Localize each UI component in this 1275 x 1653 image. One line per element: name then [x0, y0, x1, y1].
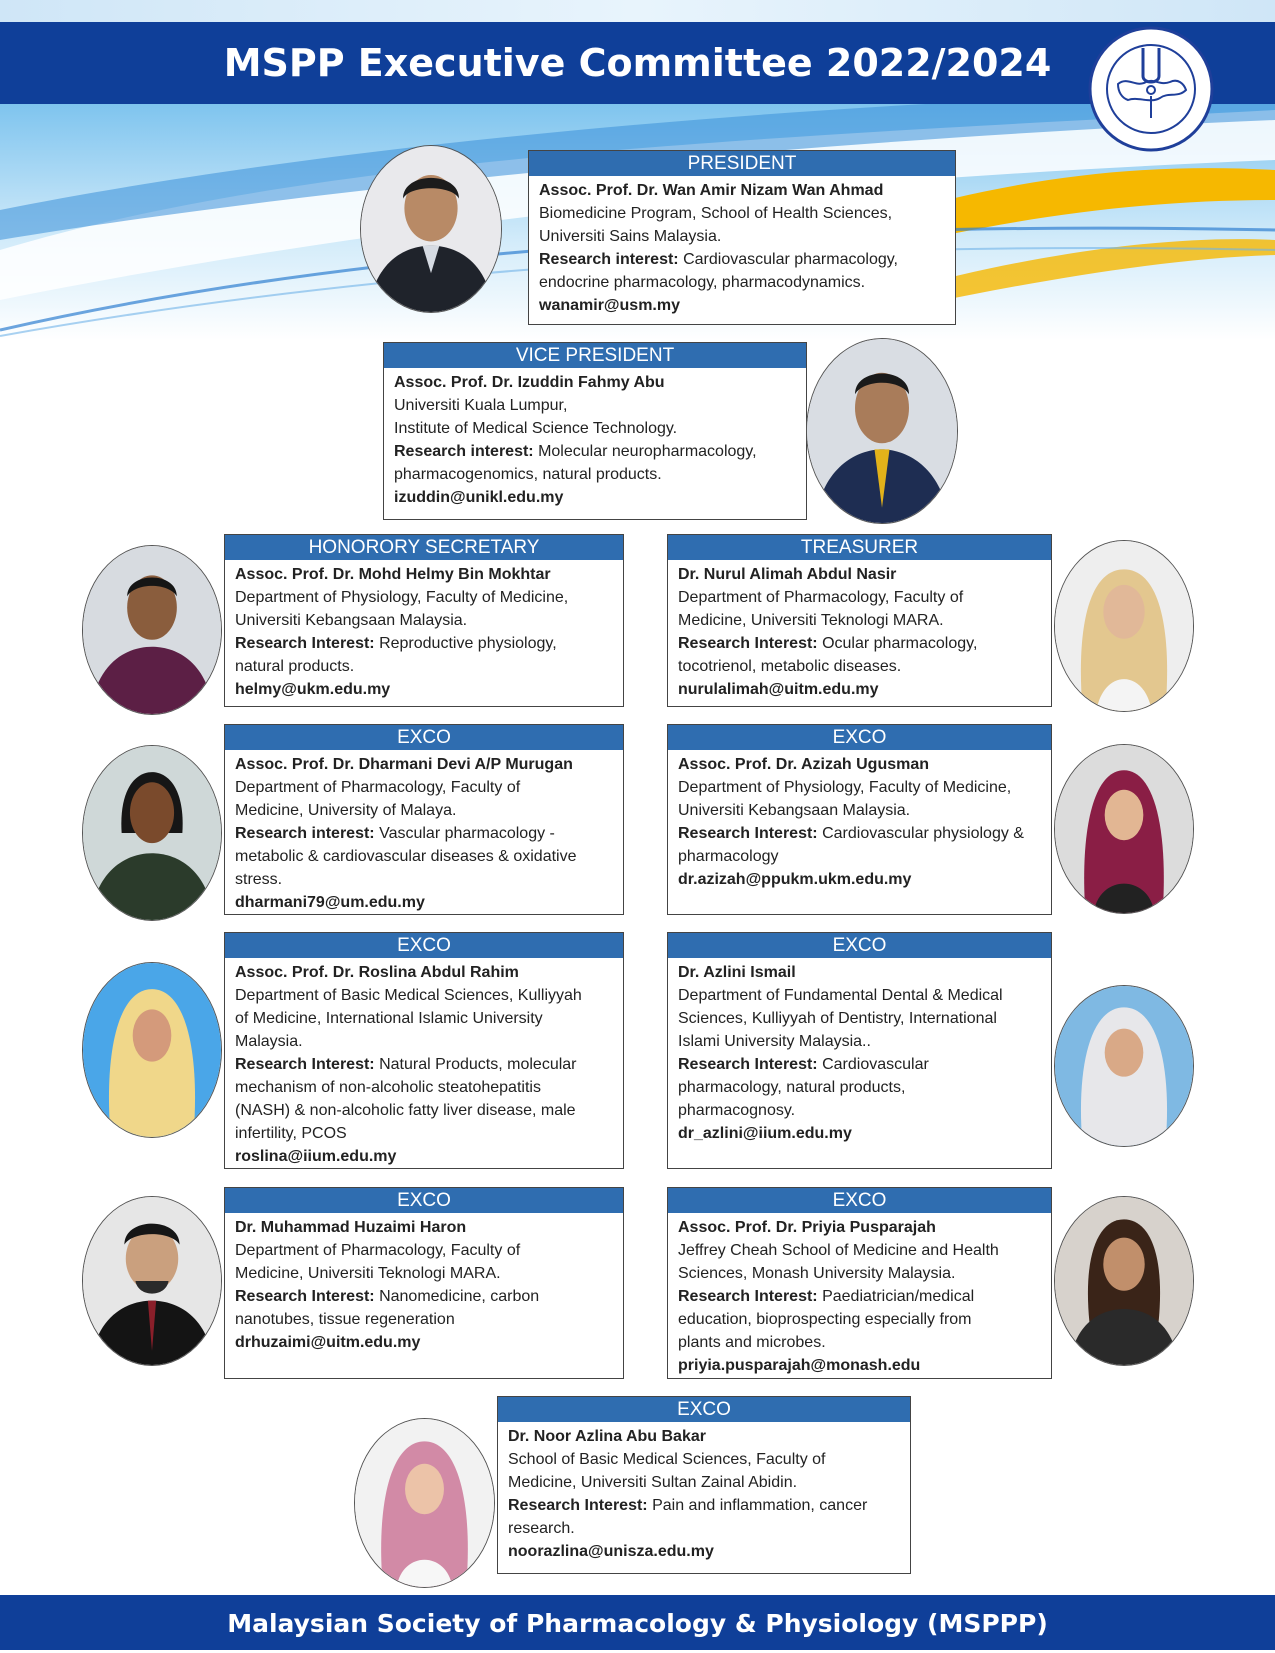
member-email[interactable]: roslina@iium.edu.my — [235, 1148, 397, 1165]
member-card-exco — [224, 1187, 624, 1379]
member-affiliation: Medicine, Universiti Sultan Zainal Abidin. — [508, 1474, 798, 1491]
member-interest: pharmacogenomics, natural products. — [394, 466, 662, 483]
role-header: EXCO — [225, 1188, 623, 1213]
member-affiliation: Medicine, Universiti Teknologi MARA. — [678, 612, 944, 629]
member-card-exco — [224, 724, 624, 915]
member-card-secretary — [224, 534, 624, 707]
member-interest: natural products. — [235, 658, 355, 675]
member-card-president — [528, 150, 956, 325]
role-header: VICE PRESIDENT — [384, 343, 806, 368]
member-photo-president — [360, 145, 502, 313]
member-affiliation: Malaysia. — [235, 1033, 303, 1050]
member-affiliation: Sciences, Monash University Malaysia. — [678, 1265, 956, 1282]
role-header: PRESIDENT — [529, 151, 955, 176]
member-interest: Nanomedicine, carbon — [379, 1288, 540, 1305]
member-name: Assoc. Prof. Dr. Priyia Pusparajah — [678, 1219, 936, 1236]
interest-label: Research Interest: — [508, 1497, 648, 1514]
member-email[interactable]: helmy@ukm.edu.my — [235, 681, 391, 698]
member-interest: Reproductive physiology, — [379, 635, 557, 652]
member-photo-exco — [82, 1196, 222, 1366]
member-affiliation: Medicine, Universiti Teknologi MARA. — [235, 1265, 501, 1282]
member-name: Assoc. Prof. Dr. Dharmani Devi A/P Murugan — [235, 756, 573, 773]
member-photo-exco — [354, 1418, 495, 1588]
member-photo-treasurer — [1054, 540, 1194, 712]
member-interest: nanotubes, tissue regeneration — [235, 1311, 455, 1328]
member-card-exco — [667, 1187, 1052, 1379]
member-card-vice-president — [383, 342, 807, 520]
member-email[interactable]: wanamir@usm.my — [539, 297, 680, 314]
member-email[interactable]: priyia.pusparajah@monash.edu — [678, 1357, 921, 1374]
member-name: Assoc. Prof. Dr. Azizah Ugusman — [678, 756, 930, 773]
member-card-treasurer — [667, 534, 1052, 707]
member-photo-exco — [1054, 744, 1194, 914]
top-strip — [0, 0, 1275, 22]
member-interest: pharmacology, natural products, — [678, 1079, 906, 1096]
member-name: Assoc. Prof. Dr. Roslina Abdul Rahim — [235, 964, 519, 981]
member-affiliation: Institute of Medical Science Technology. — [394, 420, 678, 437]
role-header: EXCO — [225, 933, 623, 958]
member-card-exco — [497, 1396, 911, 1574]
member-interest: education, bioprospecting especially from — [678, 1311, 972, 1328]
member-interest: Ocular pharmacology, — [822, 635, 978, 652]
member-photo-exco — [1054, 985, 1194, 1147]
page-title: MSPP Executive Committee 2022/2024 — [223, 41, 1052, 85]
member-card-exco — [667, 932, 1052, 1169]
interest-label: Research interest: — [539, 251, 679, 268]
member-interest: Cardiovascular physiology & — [822, 825, 1024, 842]
interest-label: Research interest: — [394, 443, 534, 460]
member-affiliation: Department of Physiology, Faculty of Medicine, — [678, 779, 1012, 796]
member-interest: endocrine pharmacology, pharmacodynamics. — [539, 274, 866, 291]
member-affiliation: Medicine, University of Malaya. — [235, 802, 457, 819]
member-photo-exco — [82, 962, 222, 1138]
member-interest: plants and microbes. — [678, 1334, 826, 1351]
member-photo-secretary — [82, 545, 222, 715]
member-email[interactable]: dr_azlini@iium.edu.my — [678, 1125, 852, 1142]
member-name: Assoc. Prof. Dr. Izuddin Fahmy Abu — [394, 374, 665, 391]
member-interest: (NASH) & non-alcoholic fatty liver disease, male — [235, 1102, 576, 1119]
member-email[interactable]: dharmani79@um.edu.my — [235, 894, 425, 911]
role-header: TREASURER — [668, 535, 1051, 560]
member-email[interactable]: drhuzaimi@uitm.edu.my — [235, 1334, 421, 1351]
interest-label: Research Interest: — [235, 1288, 375, 1305]
member-name: Assoc. Prof. Dr. Wan Amir Nizam Wan Ahmad — [539, 182, 884, 199]
member-affiliation: Universiti Sains Malaysia. — [539, 228, 722, 245]
role-header: EXCO — [225, 725, 623, 750]
role-header: EXCO — [668, 725, 1051, 750]
member-photo-exco — [82, 745, 222, 921]
member-interest: infertility, PCOS — [235, 1125, 347, 1142]
role-header: HONORORY SECRETARY — [225, 535, 623, 560]
interest-label: Research Interest: — [678, 1288, 818, 1305]
member-affiliation: of Medicine, International Islamic University — [235, 1010, 543, 1027]
member-interest: metabolic & cardiovascular diseases & oxidative — [235, 848, 577, 865]
role-header: EXCO — [668, 933, 1051, 958]
interest-label: Research Interest: — [678, 635, 818, 652]
interest-label: Research Interest: — [235, 1056, 375, 1073]
member-interest: tocotrienol, metabolic diseases. — [678, 658, 902, 675]
member-interest: research. — [508, 1520, 575, 1537]
member-interest: Natural Products, molecular — [379, 1056, 577, 1073]
role-header: EXCO — [668, 1188, 1051, 1213]
member-email[interactable]: izuddin@unikl.edu.my — [394, 489, 564, 506]
member-card-exco — [224, 932, 624, 1169]
member-interest: Vascular pharmacology - — [379, 825, 555, 842]
member-interest: Cardiovascular pharmacology, — [683, 251, 898, 268]
member-name: Dr. Muhammad Huzaimi Haron — [235, 1219, 467, 1236]
member-affiliation: Department of Fundamental Dental & Medical — [678, 987, 1003, 1004]
member-affiliation: Universiti Kebangsaan Malaysia. — [678, 802, 911, 819]
member-interest: pharmacognosy. — [678, 1102, 796, 1119]
member-affiliation: Biomedicine Program, School of Health Sciences, — [539, 205, 893, 222]
member-affiliation: Department of Physiology, Faculty of Medicine, — [235, 589, 569, 606]
member-email[interactable]: noorazlina@unisza.edu.my — [508, 1543, 714, 1560]
member-interest: pharmacology — [678, 848, 779, 865]
member-affiliation: Universiti Kebangsaan Malaysia. — [235, 612, 468, 629]
member-affiliation: Department of Pharmacology, Faculty of — [235, 779, 521, 796]
mspp-logo — [1088, 26, 1214, 152]
member-name: Dr. Nurul Alimah Abdul Nasir — [678, 566, 897, 583]
member-email[interactable]: dr.azizah@ppukm.ukm.edu.my — [678, 871, 912, 888]
member-interest: stress. — [235, 871, 283, 888]
member-card-exco — [667, 724, 1052, 915]
interest-label: Research Interest: — [235, 635, 375, 652]
footer-text: Malaysian Society of Pharmacology & Physiology (MSPPP) — [227, 1609, 1048, 1638]
member-affiliation: Islami University Malaysia.. — [678, 1033, 871, 1050]
member-affiliation: Universiti Kuala Lumpur, — [394, 397, 568, 414]
interest-label: Research Interest: — [678, 825, 818, 842]
interest-label: Research Interest: — [678, 1056, 818, 1073]
member-interest: Pain and inflammation, cancer — [652, 1497, 868, 1514]
member-name: Dr. Noor Azlina Abu Bakar — [508, 1428, 706, 1445]
member-affiliation: Department of Pharmacology, Faculty of — [235, 1242, 521, 1259]
member-affiliation: Sciences, Kulliyyah of Dentistry, International — [678, 1010, 997, 1027]
member-photo-exco — [1054, 1196, 1194, 1366]
member-interest: Molecular neuropharmacology, — [538, 443, 757, 460]
member-affiliation: Department of Basic Medical Sciences, Kulliyyah — [235, 987, 582, 1004]
role-header: EXCO — [498, 1397, 910, 1422]
member-email[interactable]: nurulalimah@uitm.edu.my — [678, 681, 879, 698]
member-interest: mechanism of non-alcoholic steatohepatitis — [235, 1079, 541, 1096]
member-interest: Cardiovascular — [822, 1056, 929, 1073]
member-photo-vice-president — [806, 338, 958, 524]
member-affiliation: Jeffrey Cheah School of Medicine and Health — [678, 1242, 999, 1259]
member-name: Assoc. Prof. Dr. Mohd Helmy Bin Mokhtar — [235, 566, 551, 583]
member-name: Dr. Azlini Ismail — [678, 964, 796, 981]
member-interest: Paediatrician/medical — [822, 1288, 975, 1305]
member-affiliation: School of Basic Medical Sciences, Faculty of — [508, 1451, 826, 1468]
interest-label: Research interest: — [235, 825, 375, 842]
member-affiliation: Department of Pharmacology, Faculty of — [678, 589, 964, 606]
